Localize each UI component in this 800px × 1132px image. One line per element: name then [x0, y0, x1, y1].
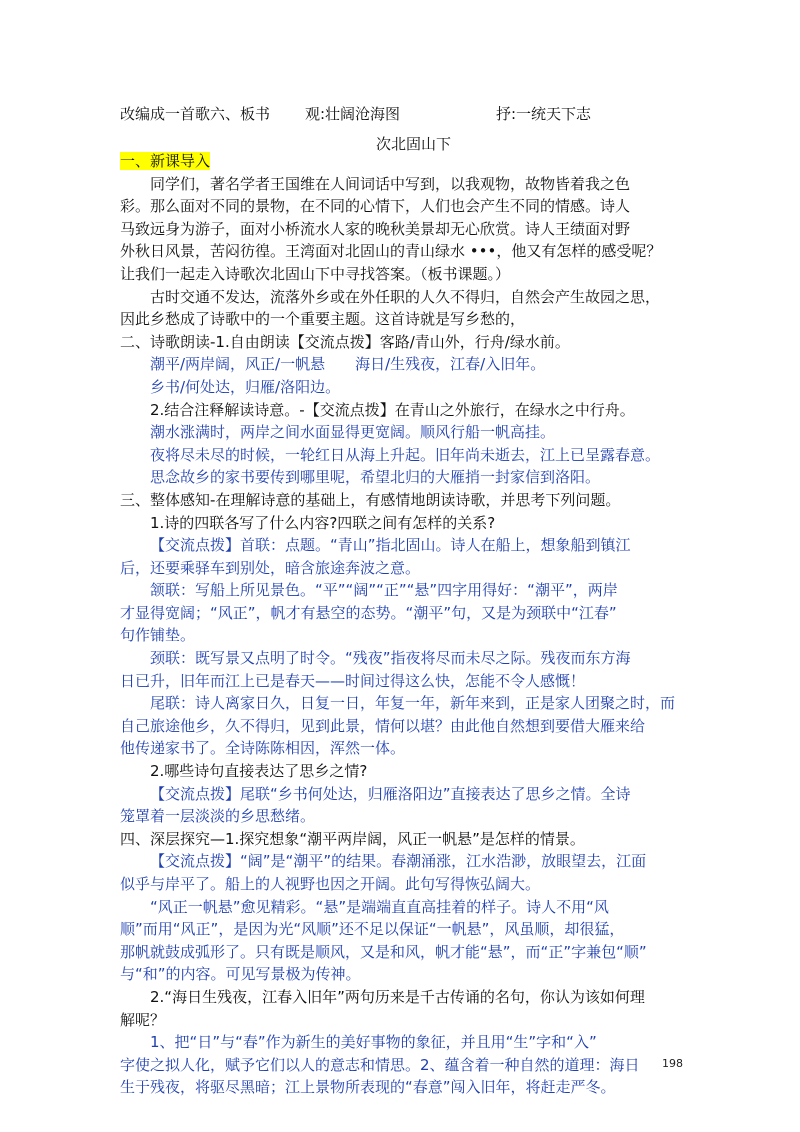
text-line: 【交流点拨】“阔”是“潮平”的结果。春潮涌涨，江水浩渺，放眼望去，江面: [150, 852, 647, 871]
text-line: 2.哪些诗句直接表达了思乡之情?: [150, 762, 368, 781]
text-line: 那帆就鼓成弧形了。只有既是顺风，又是和风，帆才能“悬”，而“正”字兼包“顺”: [120, 942, 647, 961]
text-line: 乡书/何处达，归雁/洛阳边。: [150, 377, 341, 396]
text-line: 1.诗的四联各写了什么内容?四联之间有怎样的关系?: [150, 513, 496, 532]
text-line: 让我们一起走入诗歌次北固山下中寻找答案。（板书课题。）: [120, 264, 511, 283]
text-line: 思念故乡的家书要传到哪里呢，希望北归的大雁捎一封家信到洛阳。: [150, 468, 601, 487]
text-line: 笼罩着一层淡淡的乡思愁绪。: [120, 807, 316, 826]
document-body: [120, 150, 680, 1099]
text-line: 似乎与岸平了。船上的人视野也因之开阔。此句写得恢弘阔大。: [120, 875, 541, 893]
text-line: 1、把“日”与“春”作为新生的美好事物的象征，并且用“生”字和“入”: [150, 1033, 597, 1052]
text-line: 外秋日风景，苦闷彷徨。王湾面对北固山的青山绿水 •••，他又有怎样的感受呢？: [120, 242, 662, 261]
text-line: “风正一帆悬”愈见精彩。“悬”是端端直直高挂着的样子。诗人不用“风: [150, 897, 609, 916]
text-line: 2.“海日生残夜，江春入旧年”两句历来是千古传诵的名句，你认为该如何理: [150, 987, 645, 1006]
text-line: 他传递家书了。全诗陈陈相因，浑然一体。: [120, 739, 406, 758]
text-line: 同学们，著名学者王国维在人间词话中写到，以我观物，故物皆着我之色: [150, 174, 631, 193]
text-line: 【交流点拨】首联：点题。“青山”指北固山。诗人在船上，想象船到镇江: [150, 536, 631, 555]
header-middle: 观:壮阔沧海图: [305, 105, 401, 123]
text-line: 四、深层探究—1.探究想象“潮平两岸阔，风正一帆悬”是怎样的情景。: [120, 829, 585, 848]
text-line: 因此乡愁成了诗歌中的一个重要主题。这首诗就是写乡愁的，: [120, 310, 526, 329]
text-line: 三、整体感知-在理解诗意的基础上，有感情地朗读诗歌，并思考下列问题。: [120, 490, 621, 509]
text-line: [120, 150, 680, 173]
text-line: 才显得宽阔；“风正”，帆才有悬空的态势。“潮平”句，又是为颈联中“江春”: [120, 603, 617, 622]
text-line: 【交流点拨】尾联“乡书何处达，归雁洛阳边”直接表达了思乡之情。全诗: [150, 784, 631, 803]
text-line: 句作铺垫。: [120, 626, 196, 645]
header-right: 抒:一统天下志: [496, 105, 592, 123]
text-line: 二、诗歌朗读-1.自由朗读【交流点拨】客路/青山外，行舟/绿水前。: [120, 332, 570, 351]
poem-title: 次北固山下: [376, 135, 452, 153]
header-left: 改编成一首歌六、板书: [120, 105, 271, 123]
text-line: 顺”而用“风正”，是因为光“风顺”还不足以保证“一帆悬”，风虽顺，却很猛，: [120, 920, 625, 939]
text-line: 2.结合注释解读诗意。-【交流点拨】在青山之外旅行，在绿水之中行舟。: [150, 400, 635, 419]
text-line: 彩。那么面对不同的景物，在不同的心情下，人们也会产生不同的情感。诗人: [120, 197, 631, 216]
text-line: 字使之拟人化，赋予它们以人的意志和情思。2、蕴含着一种自然的道理：海日: [120, 1055, 640, 1074]
text-line: 生于残夜，将驱尽黑暗；江上景物所表现的“春意”闯入旧年，将赶走严冬。: [120, 1078, 616, 1097]
page-number: 198: [662, 1057, 683, 1070]
highlighted-heading: 一、新课导入: [120, 152, 211, 170]
text-line: 自己旅途他乡，久不得归，见到此景，情何以堪？由此他自然想到要借大雁来给: [120, 716, 646, 735]
text-line: 潮水涨满时，两岸之间水面显得更宽阔。顺风行船一帆高挂。: [150, 423, 556, 442]
text-line: 解呢？: [120, 1010, 166, 1029]
text-line: 颔联：写船上所见景色。“平”“阔”“正”“悬”四字用得好：“潮平”，两岸: [150, 581, 618, 600]
text-line: 尾联：诗人离家日久，日复一日，年复一年，新年来到，正是家人团聚之时，而: [150, 694, 676, 713]
text-line: 潮平/两岸阔，风正/一帆悬 海日/生残夜，江春/入旧年。: [150, 355, 546, 374]
text-line: 日已升，旧年而江上已是春天——时间过得这么快，怎能不令人感慨！: [120, 671, 586, 690]
text-line: 颈联：既写景又点明了时令。“残夜”指夜将尽而未尽之际。残夜而东方海: [150, 649, 631, 668]
text-line: 古时交通不发达，流落外乡或在外任职的人久不得归，自然会产生故园之思，: [150, 287, 661, 306]
text-line: 与“和”的内容。可见写景极为传神。: [120, 965, 361, 984]
text-line: 后，还要乘驿车到别处，暗含旅途奔波之意。: [120, 558, 421, 577]
text-line: 马致远身为游子，面对小桥流水人家的晚秋美景却无心欣赏。诗人王绩面对野: [120, 219, 631, 238]
text-line: 夜将尽未尽的时候，一轮红日从海上升起。旧年尚未逝去，江上已呈露春意。: [150, 445, 661, 464]
